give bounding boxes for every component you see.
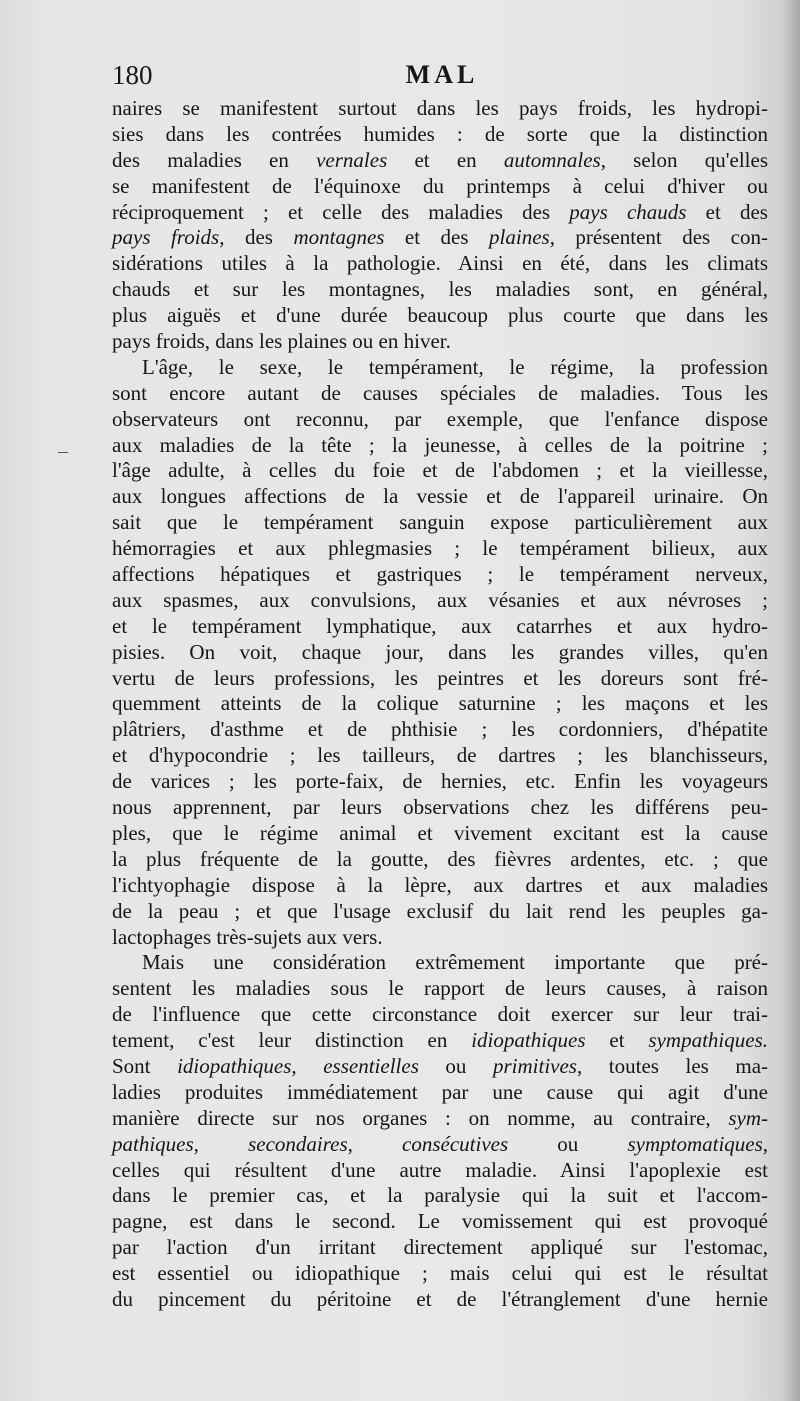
text-segment: ou <box>418 1053 493 1078</box>
text-segment: , toutes les ma- <box>576 1053 769 1078</box>
text-line <box>112 1002 768 1028</box>
text-segment: sies dans les contrées humides : de sorte que la distinction <box>112 121 768 146</box>
text-line <box>112 640 768 666</box>
italic-term: essentielles <box>323 1053 419 1078</box>
text-segment: chauds et sur les montagnes, les maladies sont, en général, <box>112 277 768 302</box>
text-line <box>112 899 768 925</box>
text-line <box>112 1209 768 1235</box>
text-line <box>112 743 768 769</box>
margin-mark <box>58 452 68 453</box>
text-line <box>112 122 768 148</box>
text-line <box>112 950 768 976</box>
text-segment: Mais une considération extrêmement importante que pré- <box>142 950 768 975</box>
text-line <box>112 873 768 899</box>
text-segment: , présentent des con- <box>549 225 768 250</box>
italic-term: automnales <box>503 147 601 172</box>
italic-term: primitives <box>492 1053 577 1078</box>
text-segment: sait que le tempérament sanguin expose particulièrement aux <box>112 510 768 535</box>
page-gutter-shadow <box>782 0 800 1401</box>
text-line <box>112 1158 768 1184</box>
running-head: MAL <box>405 60 479 89</box>
text-segment: naires se manifestent surtout dans les pays froids, les hydropi- <box>112 96 768 120</box>
text-line <box>112 277 768 303</box>
text-segment: se manifestent de l'équinoxe du printemps à celui d'hiver ou <box>112 173 768 198</box>
text-line <box>112 303 768 329</box>
text-line <box>112 1287 768 1313</box>
text-line <box>112 1080 768 1106</box>
text-segment: aux maladies de la tête ; la jeunesse, à celles de la poitrine ; <box>112 432 768 457</box>
text-line <box>112 1183 768 1209</box>
text-segment: manière directe sur nos organes : on nomme, au contraire, <box>112 1105 729 1130</box>
text-segment: , <box>347 1131 403 1156</box>
text-line <box>112 174 768 200</box>
text-line <box>112 691 768 717</box>
text-segment: affections hépatiques et gastriques ; le tempérament nerveux, <box>112 562 768 587</box>
italic-term: sym- <box>728 1105 768 1130</box>
body-text <box>112 96 768 1313</box>
text-segment: l'âge adulte, à celles du foie et de l'abdomen ; et la vieillesse, <box>112 458 768 483</box>
text-line <box>112 976 768 1002</box>
text-line <box>112 355 768 381</box>
text-segment: ladies produites immédiatement par une cause qui agit d'une <box>112 1079 768 1104</box>
italic-term: secondaires <box>248 1131 348 1156</box>
text-segment: ou <box>508 1131 628 1156</box>
text-segment: plus aiguës et d'une durée beaucoup plus courte que dans les <box>112 303 768 328</box>
italic-term: idiopathiques <box>177 1053 292 1078</box>
text-segment: , des <box>219 225 294 250</box>
text-line <box>112 821 768 847</box>
italic-term: montagnes <box>293 225 385 250</box>
text-line <box>112 769 768 795</box>
text-line <box>112 381 768 407</box>
text-line <box>112 1132 768 1158</box>
text-segment: pagne, est dans le second. Le vomissement qui est provoqué <box>112 1209 768 1234</box>
italic-term: pays chauds <box>569 199 687 224</box>
italic-term: symptomatiques <box>627 1131 763 1156</box>
text-line <box>112 225 768 251</box>
text-segment: des maladies en <box>112 147 317 172</box>
text-line <box>112 1028 768 1054</box>
text-segment: réciproquement ; et celle des maladies des <box>112 199 570 224</box>
text-line <box>112 1106 768 1132</box>
text-segment: et d'hypocondrie ; les tailleurs, de dartres ; les blanchisseurs, <box>112 743 768 768</box>
text-segment: et en <box>387 147 504 172</box>
text-segment: sidérations utiles à la pathologie. Ainsi en été, dans les climats <box>112 251 768 276</box>
italic-term: pathiques <box>112 1131 194 1156</box>
text-segment: nous apprennent, par leurs observations chez les différens peu- <box>112 795 768 820</box>
text-line <box>112 717 768 743</box>
text-segment: , <box>762 1131 769 1156</box>
page-number: 180 <box>112 60 153 90</box>
text-segment: , selon qu'elles <box>600 147 768 172</box>
italic-term: sympathiques. <box>648 1028 768 1053</box>
text-segment: ples, que le régime animal et vivement excitant est la cause <box>112 820 768 845</box>
text-segment: Sont <box>112 1053 178 1078</box>
text-segment: de la peau ; et que l'usage exclusif du lait rend les peuples ga- <box>112 898 768 923</box>
text-segment: par l'action d'un irritant directement appliqué sur l'estomac, <box>112 1235 768 1260</box>
text-segment: , <box>193 1131 249 1156</box>
text-line <box>112 433 768 459</box>
text-segment: tement, c'est leur distinction en <box>112 1028 472 1053</box>
text-segment: et le tempérament lymphatique, aux catarrhes et aux hydro- <box>112 613 768 638</box>
text-segment: lactophages très-sujets aux vers. <box>112 924 383 949</box>
text-line <box>112 588 768 614</box>
text-segment: pisies. On voit, chaque jour, dans les grandes villes, qu'en <box>112 639 768 664</box>
text-line <box>112 329 768 355</box>
italic-term: pays froids <box>112 225 220 250</box>
text-line <box>112 407 768 433</box>
text-line <box>112 847 768 873</box>
text-segment: et des <box>384 225 490 250</box>
italic-term: idiopathiques <box>471 1028 586 1053</box>
text-line <box>112 614 768 640</box>
text-line <box>112 562 768 588</box>
text-line <box>112 666 768 692</box>
text-line <box>112 458 768 484</box>
text-line <box>112 510 768 536</box>
text-line <box>112 484 768 510</box>
text-line <box>112 148 768 174</box>
text-segment: du pincement du péritoine et de l'étranglement d'une hernie <box>112 1286 768 1311</box>
text-segment: plâtriers, d'asthme et de phthisie ; les cordonniers, d'hépatite <box>112 717 768 742</box>
text-line <box>112 795 768 821</box>
text-segment: et <box>585 1028 649 1053</box>
text-segment: de l'influence que cette circonstance doit exercer sur leur trai- <box>112 1002 768 1027</box>
text-line <box>112 200 768 226</box>
text-segment: vertu de leurs professions, les peintres et les doreurs sont fré- <box>112 665 768 690</box>
text-segment: est essentiel ou idiopathique ; mais celui qui est le résultat <box>112 1261 768 1286</box>
italic-term: vernales <box>316 147 388 172</box>
text-segment: dans le premier cas, et la paralysie qui la suit et l'accom- <box>112 1183 768 1208</box>
text-segment: hémorragies et aux phlegmasies ; le tempérament bilieux, aux <box>112 536 768 561</box>
text-segment: l'ichtyophagie dispose à la lèpre, aux dartres et aux maladies <box>112 872 768 897</box>
text-segment: aux longues affections de la vessie et de l'appareil urinaire. On <box>112 484 768 509</box>
text-segment: la plus fréquente de la goutte, des fièvres ardentes, etc. ; que <box>112 846 768 871</box>
text-line <box>112 1054 768 1080</box>
text-segment: observateurs ont reconnu, par exemple, que l'enfance dispose <box>112 406 768 431</box>
text-line <box>112 1235 768 1261</box>
text-segment: aux spasmes, aux convulsions, aux vésanies et aux névroses ; <box>112 587 768 612</box>
text-line <box>112 96 768 122</box>
text-segment: quemment atteints de la colique saturnine ; les maçons et les <box>112 691 768 716</box>
text-segment: et des <box>686 199 768 224</box>
page-header <box>112 60 772 94</box>
text-segment: de varices ; les porte-faix, de hernies, etc. Enfin les voyageurs <box>112 769 768 794</box>
text-segment: pays froids, dans les plaines ou en hiver. <box>112 329 451 354</box>
text-segment: L'âge, le sexe, le tempérament, le régime, la profession <box>142 354 768 379</box>
text-line <box>112 1261 768 1287</box>
text-line <box>112 251 768 277</box>
italic-term: consécutives <box>402 1131 509 1156</box>
text-segment: celles qui résultent d'une autre maladie. Ainsi l'apoplexie est <box>112 1157 768 1182</box>
text-line <box>112 536 768 562</box>
text-segment: sont encore autant de causes spéciales de maladies. Tous les <box>112 380 768 405</box>
text-line <box>112 925 768 951</box>
text-segment: , <box>291 1053 324 1078</box>
text-segment: sentent les maladies sous le rapport de leurs causes, à raison <box>112 976 768 1001</box>
italic-term: plaines <box>489 225 550 250</box>
